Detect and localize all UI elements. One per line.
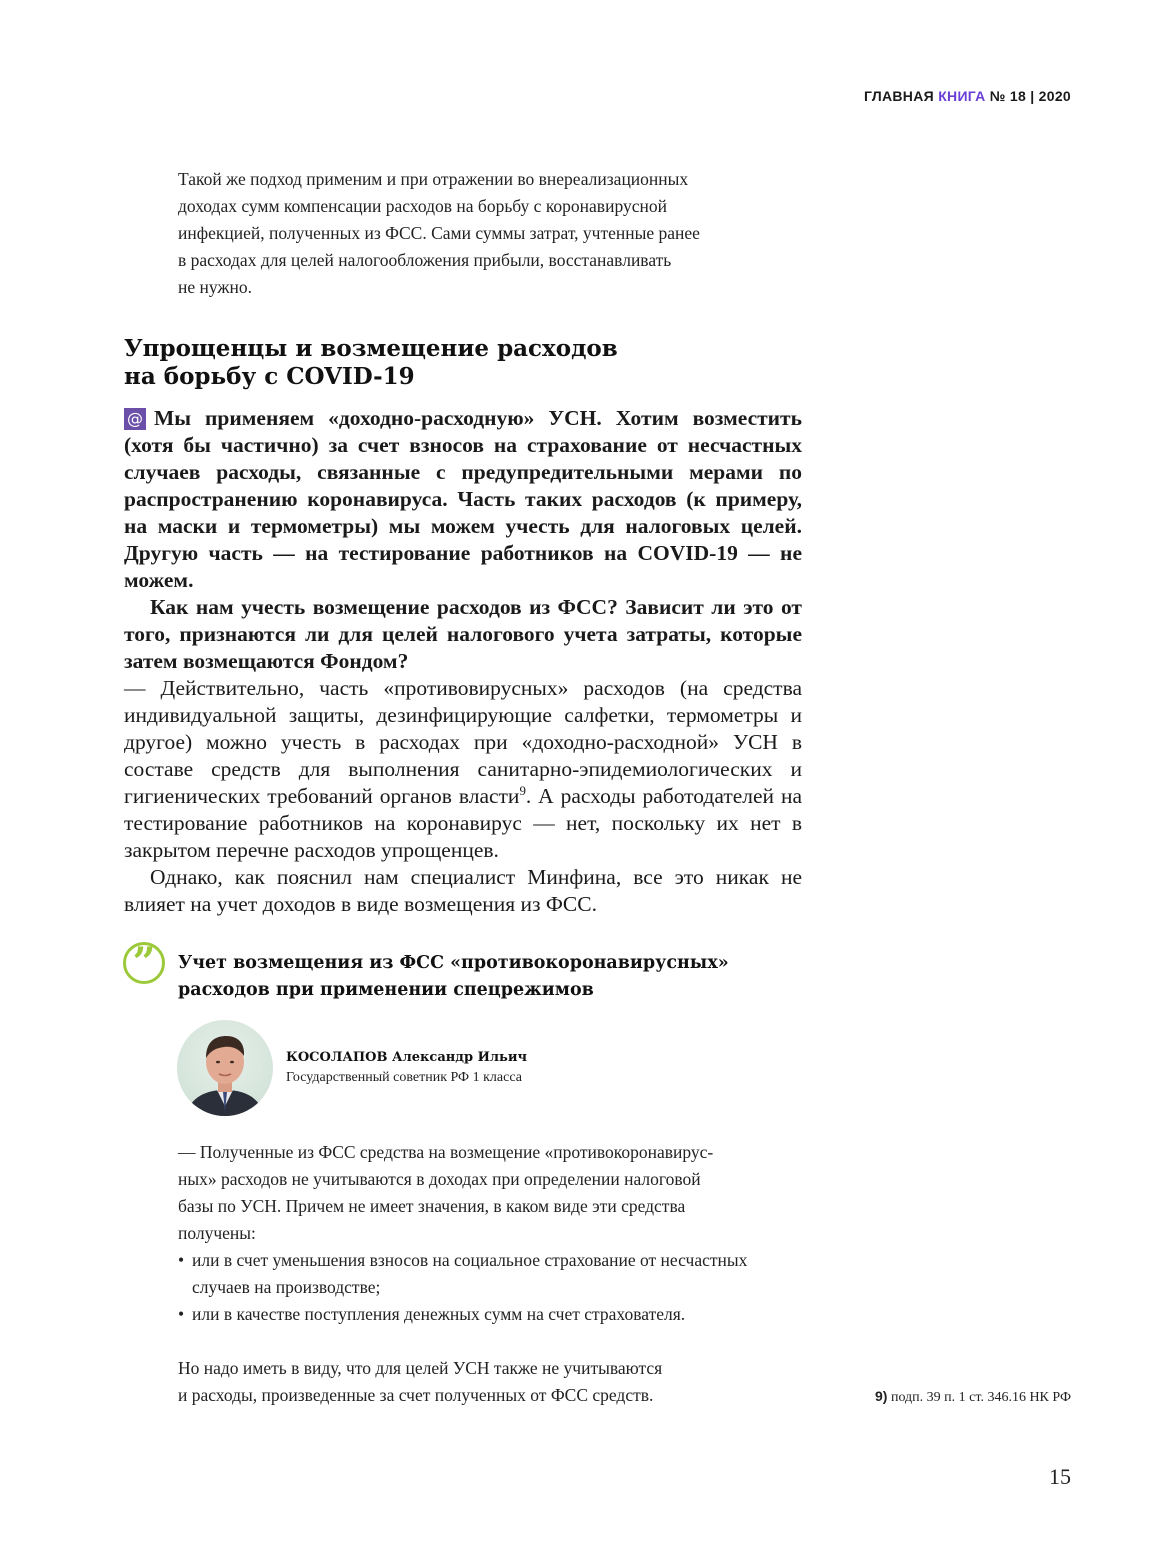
question-2: Как нам учесть возмещение расходов из ФСС? Зависит ли это от того, признаются ли для целей налогового учета затраты, которые затем возмещаются Фондом? [124, 595, 802, 673]
expert-box-title [178, 950, 798, 1004]
expert-box-body [178, 1139, 798, 1409]
intro-line: Такой же подход применим и при отражении во внереализационных [178, 169, 689, 189]
intro-line: в расходах для целей налогообложения прибыли, восстанавливать [178, 250, 672, 270]
answer-1 [124, 675, 802, 864]
issue-number: № 18 | 2020 [989, 88, 1071, 104]
intro-line: не нужно. [178, 277, 252, 297]
magazine-header [864, 88, 1071, 104]
avatar-portrait [177, 1020, 273, 1116]
at-icon: @ [124, 408, 146, 430]
footnote-ref[interactable]: 9 [519, 783, 526, 798]
intro-line: доходах сумм компенсации расходов на борьбу с коронавирусной [178, 196, 667, 216]
section-title-line1: Упрощенцы и возмещение расходов [124, 335, 618, 362]
list-item: • или в качестве поступления денежных сумм на счет страхователя. [178, 1301, 798, 1328]
brand-main: ГЛАВНАЯ [863, 88, 934, 104]
qa-block [124, 405, 802, 918]
intro-line: инфекцией, полученных из ФСС. Сами суммы затрат, учтенные ранее [178, 223, 700, 243]
body-line: ных» расходов не учитываются в доходах при определении налоговой [178, 1169, 701, 1189]
question-1-text: Мы применяем «доходно-расходную» УСН. Хотим возместить (хотя бы частично) за счет взносов на страхование от несчастных случаев расходы, связанные с предупредительными мерами по распространению коронавируса. Часть таких расходов (к примеру, на маски и термометры) мы можем учесть для налоговых целей. Другую часть — на тестирование работников на COVID-19 — не можем. [124, 406, 802, 592]
expert-box-title-line2: расходов при применении спецрежимов [178, 980, 594, 1000]
answer-1-after: . А расходы работодателей на тестирование работников на коронавирус — нет, поскольку их нет в закрытом перечне расходов упрощенцев. [124, 784, 803, 862]
expert-box-title-line1: Учет возмещения из ФСС «противокоронавирусных» [178, 953, 729, 973]
list-item: • или в счет уменьшения взносов на социальное страхование от несчастных случаев на производстве; [178, 1247, 798, 1301]
intro-paragraph [178, 166, 788, 301]
section-title-line2: на борьбу с COVID-19 [124, 363, 415, 390]
author-title: Государственный советник РФ 1 класса [286, 1070, 522, 1085]
answer-2: Однако, как пояснил нам специалист Минфина, все это никак не влияет на учет доходов в виде возмещения из ФСС. [124, 865, 802, 916]
page-number: 15 [1049, 1464, 1071, 1489]
footnote-text: подп. 39 п. 1 ст. 346.16 НК РФ [890, 1390, 1071, 1405]
quote-icon [123, 939, 165, 986]
footnote [875, 1388, 1071, 1406]
avatar [177, 1020, 273, 1116]
closing-line: Но надо иметь в виду, что для целей УСН также не учитываются [178, 1358, 663, 1378]
footnote-number: 9) [875, 1388, 888, 1404]
bullet-list [178, 1247, 798, 1328]
body-line: получены: [178, 1223, 256, 1243]
author-name: КОСОЛАПОВ Александр Ильич [286, 1050, 527, 1065]
quote-glyph: ” [132, 939, 156, 986]
body-line: базы по УСН. Причем не имеет значения, в каком виде эти средства [178, 1196, 686, 1216]
closing-line: и расходы, произведенные за счет полученных от ФСС средств. [178, 1385, 654, 1405]
brand-accent: КНИГА [938, 88, 986, 104]
question-1 [124, 405, 802, 594]
answer-1-before: — Действительно, часть «противовирусных» расходов (на средства индивидуальной защиты, дезинфицирующие салфетки, термометры и другое) можно учесть в расходах при «доходно-расходной» УСН в составе средств для выполнения санитарно-эпидемиологических и гигиенических требований органов власти [124, 676, 802, 808]
body-line: — Полученные из ФСС средства на возмещение «противокоронавирус- [178, 1142, 714, 1162]
section-title [124, 335, 744, 391]
